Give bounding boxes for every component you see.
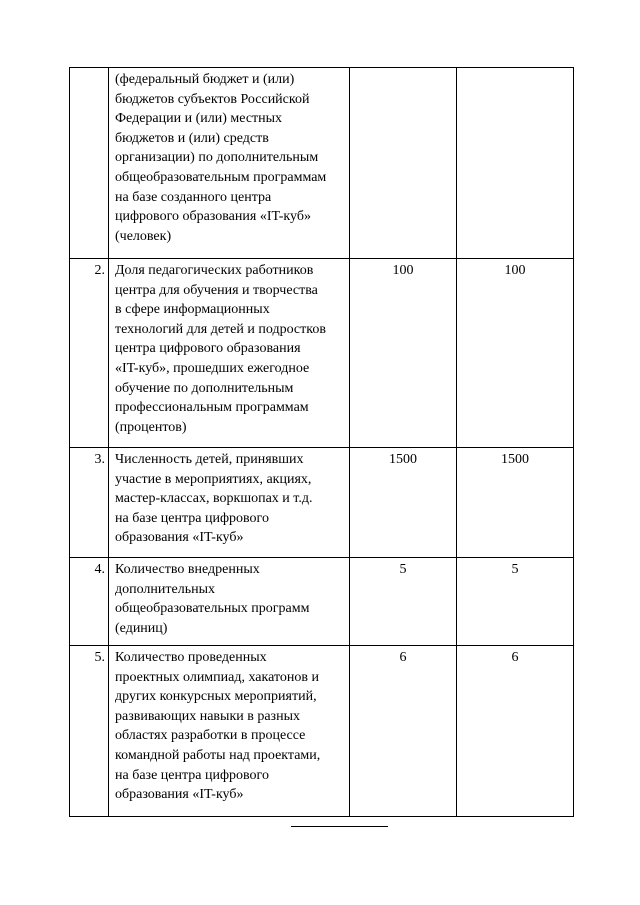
indicator-name: Доля педагогических работников центра для обучения и творчества в сфере информационных технологий для детей и подростков центра цифрового образования «IT-куб», прошедших ежегодное обучение по дополнительным профессиональным программам (процентов) xyxy=(109,259,350,448)
table-row xyxy=(70,259,574,448)
indicator-value-1: 5 xyxy=(350,558,457,646)
indicator-name: Численность детей, принявших участие в мероприятиях, акциях, мастер-классах, воркшопах и т.д. на базе центра цифрового образования «IT-куб» xyxy=(109,448,350,558)
table-row xyxy=(70,68,574,259)
table-row xyxy=(70,448,574,558)
indicator-value-2: 1500 xyxy=(457,448,574,558)
indicator-value-2: 6 xyxy=(457,646,574,817)
indicator-name: Количество проведенных проектных олимпиад, хакатонов и других конкурсных мероприятий, развивающих навыки в разных областях разработки в процессе командной работы над проектами, на базе центра цифрового образования «IT-куб» xyxy=(109,646,350,817)
indicators-table xyxy=(69,67,574,817)
row-number: 3. xyxy=(70,448,109,558)
row-number: 4. xyxy=(70,558,109,646)
row-number xyxy=(70,68,109,259)
indicators-table-body xyxy=(70,68,574,817)
table-row xyxy=(70,558,574,646)
indicator-value-1: 100 xyxy=(350,259,457,448)
row-number: 2. xyxy=(70,259,109,448)
indicator-value-1: 1500 xyxy=(350,448,457,558)
indicator-value-2: 5 xyxy=(457,558,574,646)
footnote-separator xyxy=(291,826,388,827)
indicator-value-2 xyxy=(457,68,574,259)
indicator-name: Количество внедренных дополнительных общеобразовательных программ (единиц) xyxy=(109,558,350,646)
row-number: 5. xyxy=(70,646,109,817)
indicator-value-1: 6 xyxy=(350,646,457,817)
indicator-name: (федеральный бюджет и (или) бюджетов субъектов Российской Федерации и (или) местных бюджетов и (или) средств организации) по дополнительным общеобразовательным программам на базе созданного центра цифрового образования «IT-куб» (человек) xyxy=(109,68,350,259)
indicator-value-2: 100 xyxy=(457,259,574,448)
indicator-value-1 xyxy=(350,68,457,259)
table-row xyxy=(70,646,574,817)
